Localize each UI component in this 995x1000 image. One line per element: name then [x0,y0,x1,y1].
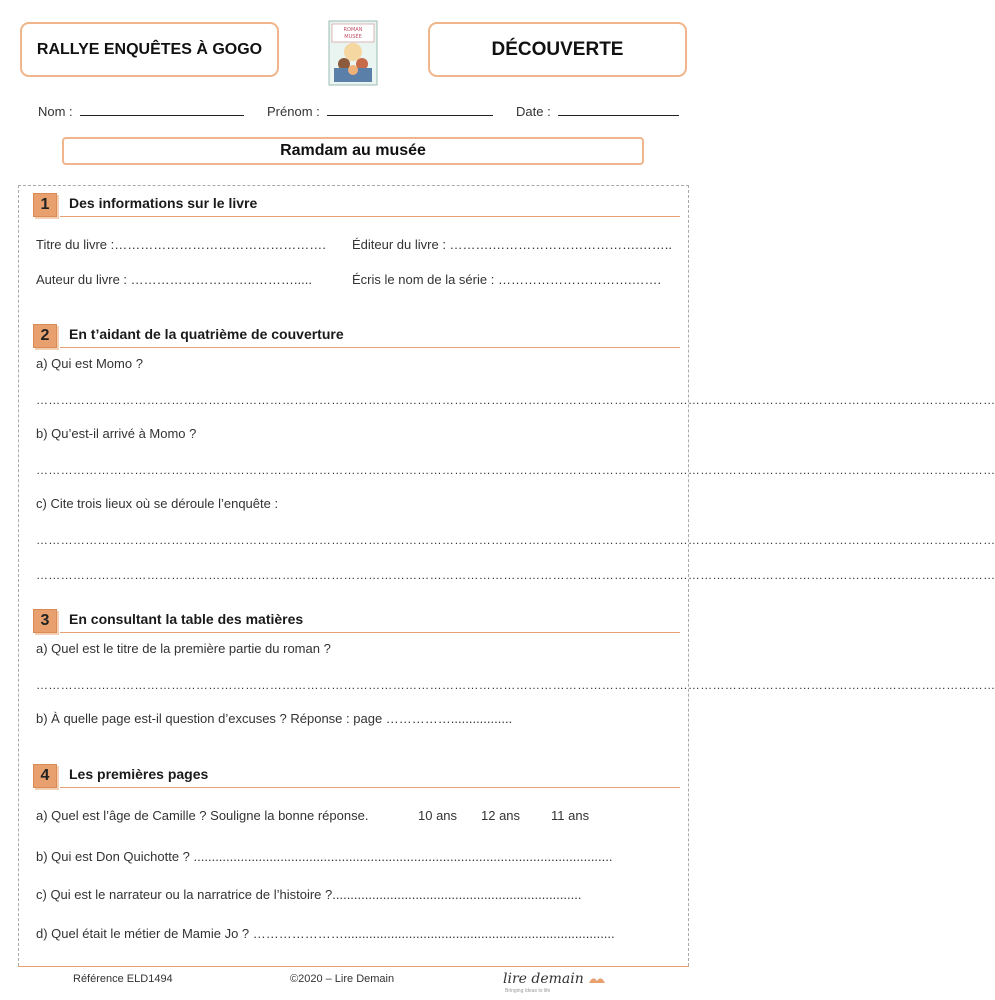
serie-field[interactable]: Écris le nom de la série : ………………………….……. [352,272,662,287]
decouverte-title: DÉCOUVERTE [491,38,624,60]
svg-text:ROMAN: ROMAN [343,27,363,33]
nom-field[interactable] [38,104,244,119]
nom-label: Nom : [38,104,73,119]
answer-line-2b[interactable]: ……………………………………………………………………………………………………………………………………………………………………………………………………………… [36,463,995,477]
section-number-4: 4 [33,764,57,788]
question-2c: c) Cite trois lieux où se déroule l’enquête : [36,496,279,511]
footer-reference: Référence ELD1494 [73,973,173,985]
section-number-2: 2 [33,324,57,348]
date-label: Date : [516,104,551,119]
answer-line-2c-2[interactable]: ……………………………………………………………………………………………………………………………………………………………………………………………………………… [36,568,995,582]
lire-demain-logo [503,970,606,994]
logo-subtitle: Bringing Ideas to life [505,988,551,994]
book-icon [588,973,606,985]
section-title-4: Les premières pages [69,766,209,782]
age-option-11[interactable]: 11 ans [551,808,590,823]
titre-field[interactable]: Titre du livre :…………………………………………. [36,237,326,252]
book-cover-icon [328,20,378,86]
answer-line-3a[interactable]: ……………………………………………………………………………………………………………………………………………………………………………………………………………… [36,678,995,692]
rallye-title-box [20,22,279,77]
section-title-1: Des informations sur le livre [69,195,258,211]
question-4a: a) Quel est l’âge de Camille ? Souligne la bonne réponse. [36,808,369,823]
answer-line-2c-1[interactable]: ……………………………………………………………………………………………………………………………………………………………………………………………………………… [36,533,995,547]
section-rule-1 [60,216,680,217]
logo-text: lire demain [503,971,584,987]
footer-rule [18,966,689,967]
auteur-field[interactable]: Auteur du livre : ………………………..………..... [36,272,312,287]
prenom-field[interactable] [267,104,493,119]
nom-line[interactable] [80,115,244,116]
svg-text:MUSÉE: MUSÉE [344,34,362,40]
age-option-10[interactable]: 10 ans [418,808,458,823]
rallye-title: RALLYE ENQUÊTES À GOGO [36,40,263,58]
question-3b[interactable]: b) À quelle page est-il question d’excuses ? Réponse : page ……………................. [36,711,513,726]
question-4c[interactable]: c) Qui est le narrateur ou la narratrice de l’histoire ?..................................................................... [36,887,582,902]
question-4d[interactable]: d) Quel était le métier de Mamie Jo ? …………………........................................................................... [36,926,615,941]
section-rule-4 [60,787,680,788]
editeur-field[interactable]: Éditeur du livre : ……….…………………………….…….. [352,237,672,252]
book-title-box [62,137,644,165]
section-title-3: En consultant la table des matières [69,611,304,627]
book-title: Ramdam au musée [280,142,426,159]
date-field[interactable] [516,104,679,119]
answer-line-2a[interactable]: ……………………………………………………………………………………………………………………………………………………………………………………………………………… [36,393,995,407]
prenom-label: Prénom : [267,104,320,119]
section-number-3: 3 [33,609,57,633]
question-2a: a) Qui est Momo ? [36,356,143,371]
date-line[interactable] [558,115,679,116]
question-3a: a) Quel est le titre de la première partie du roman ? [36,641,331,656]
question-4b[interactable]: b) Qui est Don Quichotte ? .................................................................................................................... [36,849,613,864]
footer-copyright: ©2020 – Lire Demain [290,973,395,985]
section-rule-2 [60,347,680,348]
section-rule-3 [60,632,680,633]
section-number-1: 1 [33,193,57,217]
question-2b: b) Qu’est-il arrivé à Momo ? [36,426,197,441]
age-option-12[interactable]: 12 ans [481,808,521,823]
section-title-2: En t’aidant de la quatrième de couverture [69,326,344,342]
prenom-line[interactable] [327,115,493,116]
decouverte-box [428,22,687,77]
